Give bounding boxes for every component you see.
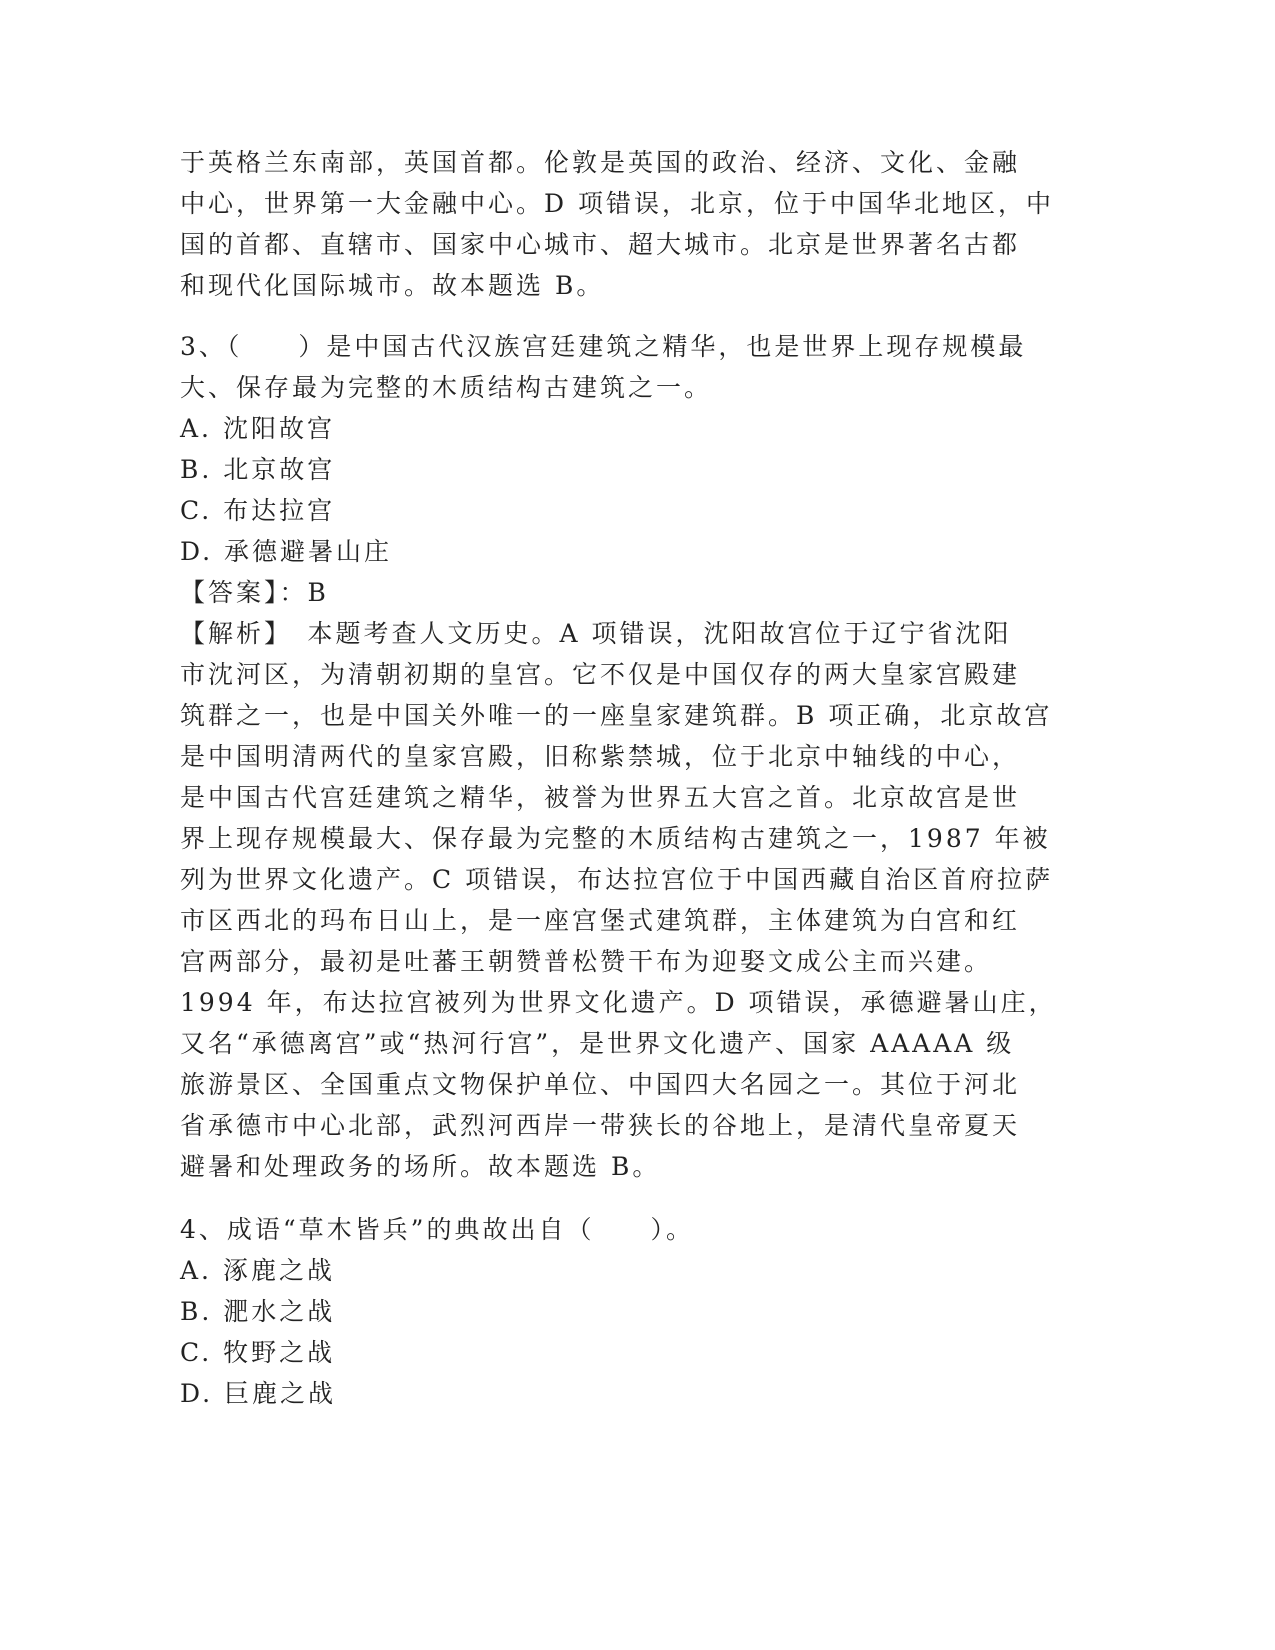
question3-explanation-line-4: 是中国明清两代的皇家宫殿，旧称紫禁城，位于北京中轴线的中心， xyxy=(180,742,1021,771)
question4-option-b: B. 淝水之战 xyxy=(180,1297,336,1326)
question3-explanation-line-8: 市区西北的玛布日山上，是一座宫堡式建筑群，主体建筑为白宫和红 xyxy=(180,906,1021,935)
question3-answer: 【答案】：B xyxy=(180,578,329,607)
prev-explanation-line-4: 和现代化国际城市。故本题选 B。 xyxy=(180,271,605,300)
question3-explanation-line-1: 【解析】 本题考查人文历史。A 项错误，沈阳故宫位于辽宁省沈阳 xyxy=(180,619,1012,648)
question3-explanation-line-13: 省承德市中心北部，武烈河西岸一带狭长的谷地上，是清代皇帝夏天 xyxy=(180,1111,1021,1140)
prev-explanation-line-3: 国的首都、直辖市、国家中心城市、超大城市。北京是世界著名古都 xyxy=(180,230,1021,259)
prev-explanation-line-2: 中心，世界第一大金融中心。D 项错误，北京，位于中国华北地区，中 xyxy=(180,189,1054,218)
question4-stem: 4、成语“草木皆兵”的典故出自（ ）。 xyxy=(180,1215,694,1244)
question3-explanation-line-3: 筑群之一，也是中国关外唯一的一座皇家建筑群。B 项正确，北京故宫 xyxy=(180,701,1053,730)
question3-explanation-line-10: 1994 年，布达拉宫被列为世界文化遗产。D 项错误，承德避暑山庄， xyxy=(180,988,1057,1017)
question3-explanation-line-7: 列为世界文化遗产。C 项错误，布达拉宫位于中国西藏自治区首府拉萨 xyxy=(180,865,1054,894)
question3-explanation-line-11: 又名“承德离宫”或“热河行宫”，是世界文化遗产、国家 AAAAA 级 xyxy=(180,1029,1015,1058)
question3-stem-line-2: 大、保存最为完整的木质结构古建筑之一。 xyxy=(180,373,713,402)
question3-explanation-line-14: 避暑和处理政务的场所。故本题选 B。 xyxy=(180,1152,661,1181)
question3-option-a: A. 沈阳故宫 xyxy=(180,414,335,443)
question4-option-a: A. 涿鹿之战 xyxy=(180,1256,335,1285)
question3-option-b: B. 北京故宫 xyxy=(180,455,336,484)
question4-option-d: D. 巨鹿之战 xyxy=(180,1379,337,1408)
prev-explanation-line-1: 于英格兰东南部，英国首都。伦敦是英国的政治、经济、文化、金融 xyxy=(180,148,1021,177)
question3-explanation-line-9: 宫两部分，最初是吐蕃王朝赞普松赞干布为迎娶文成公主而兴建。 xyxy=(180,947,993,976)
question3-option-c: C. 布达拉宫 xyxy=(180,496,336,525)
question3-stem-line-1: 3、（ ）是中国古代汉族宫廷建筑之精华，也是世界上现存规模最 xyxy=(180,332,1027,361)
question3-explanation-line-2: 市沈河区，为清朝初期的皇宫。它不仅是中国仅存的两大皇家宫殿建 xyxy=(180,660,1021,689)
question3-explanation-line-5: 是中国古代宫廷建筑之精华，被誉为世界五大宫之首。北京故宫是世 xyxy=(180,783,1021,812)
question3-option-d: D. 承德避暑山庄 xyxy=(180,537,393,566)
question4-option-c: C. 牧野之战 xyxy=(180,1338,336,1367)
question3-explanation-line-6: 界上现存规模最大、保存最为完整的木质结构古建筑之一，1987 年被 xyxy=(180,824,1051,853)
question3-explanation-line-12: 旅游景区、全国重点文物保护单位、中国四大名园之一。其位于河北 xyxy=(180,1070,1021,1099)
